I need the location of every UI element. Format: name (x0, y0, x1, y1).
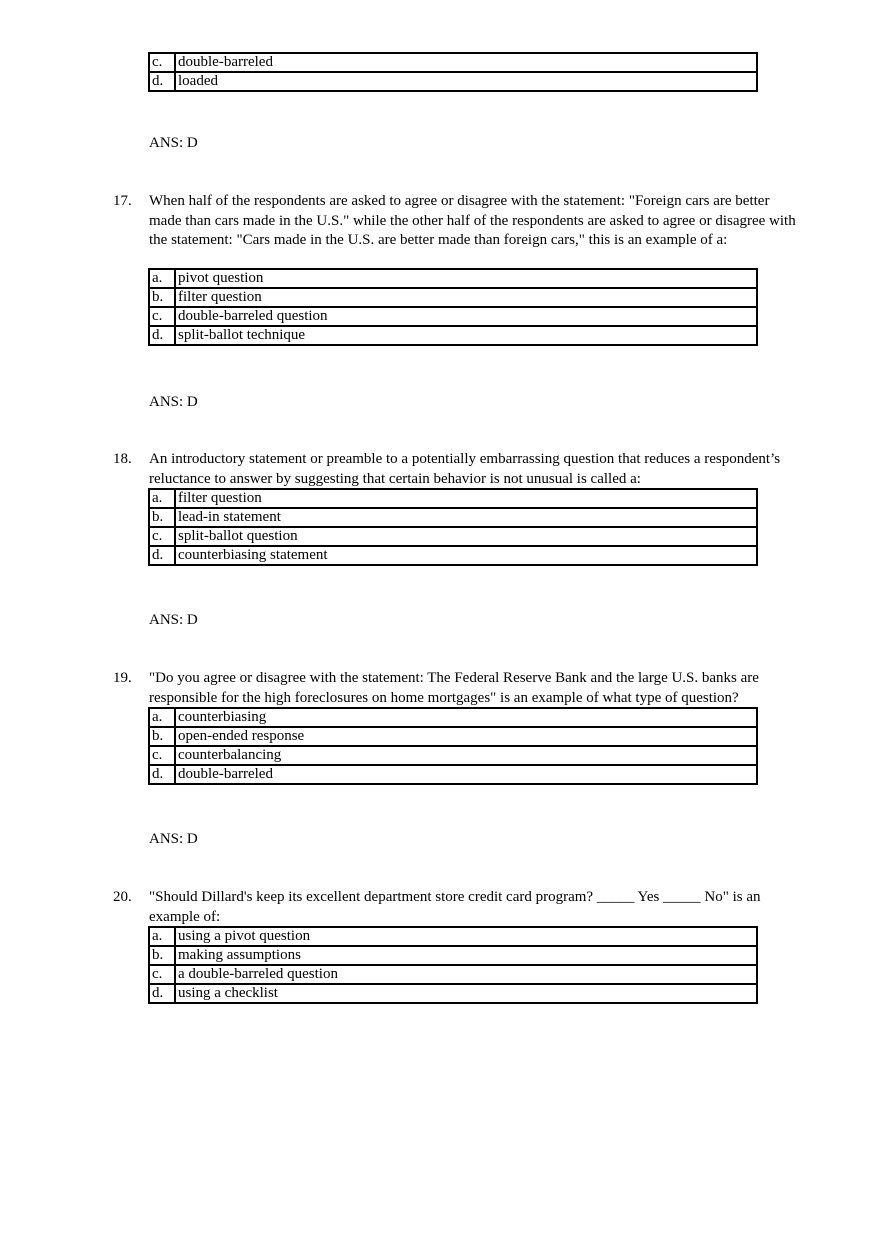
choice-row (149, 927, 757, 946)
choice-text: filter question (175, 288, 757, 307)
choice-text: using a checklist (175, 984, 757, 1003)
question-number: 20. (113, 889, 132, 905)
question-number: 17. (113, 193, 132, 209)
choice-row (149, 546, 757, 565)
question-stem: When half of the respondents are asked to agree or disagree with the statement: "Foreign cars are better made than cars made in the U.S." while the other half of the respondents are asked to agree or disagree with the statement: "Cars made in the U.S. are better made than foreign cars," this is an example of a: (149, 193, 796, 248)
choice-row (149, 727, 757, 746)
question-number: 19. (113, 670, 132, 686)
question-18-choices (148, 488, 758, 566)
choice-text: counterbiasing (175, 708, 757, 727)
answer-key: ANS: D (149, 135, 198, 151)
choice-row (149, 288, 757, 307)
choice-letter: d. (149, 326, 175, 345)
choice-letter: c. (149, 527, 175, 546)
choice-row (149, 765, 757, 784)
choice-text: lead-in statement (175, 508, 757, 527)
question-20-choices (148, 926, 758, 1004)
choice-letter: d. (149, 984, 175, 1003)
choice-text: using a pivot question (175, 927, 757, 946)
choice-text: loaded (175, 72, 757, 91)
question-stem: "Should Dillard's keep its excellent department store credit card program? _____ Yes _____ No" is an example of: (149, 889, 761, 925)
choice-text: split-ballot technique (175, 326, 757, 345)
choice-row (149, 72, 757, 91)
choice-letter: c. (149, 307, 175, 326)
choice-row (149, 946, 757, 965)
question-stem: "Do you agree or disagree with the statement: The Federal Reserve Bank and the large U.S. banks are responsible for the high foreclosures on home mortgages" is an example of what type of question? (149, 670, 759, 706)
choice-letter: d. (149, 546, 175, 565)
choice-row (149, 708, 757, 727)
choice-letter: c. (149, 965, 175, 984)
choice-row (149, 965, 757, 984)
choice-text: split-ballot question (175, 527, 757, 546)
choice-letter: a. (149, 927, 175, 946)
choice-letter: d. (149, 72, 175, 91)
choice-text: counterbiasing statement (175, 546, 757, 565)
choice-text: making assumptions (175, 946, 757, 965)
question-19-choices (148, 707, 758, 785)
choice-row (149, 527, 757, 546)
choice-text: double-barreled question (175, 307, 757, 326)
answer-key: ANS: D (149, 394, 198, 410)
choice-text: double-barreled (175, 765, 757, 784)
choice-letter: a. (149, 489, 175, 508)
question-number: 18. (113, 451, 132, 467)
question-stem: An introductory statement or preamble to a potentially embarrassing question that reduces a respondent’s reluctance to answer by suggesting that certain behavior is not unusual is called a: (149, 451, 781, 487)
choice-letter: c. (149, 53, 175, 72)
choice-text: open-ended response (175, 727, 757, 746)
choice-letter: c. (149, 746, 175, 765)
choice-row (149, 53, 757, 72)
choice-row (149, 746, 757, 765)
choice-letter: b. (149, 508, 175, 527)
choice-letter: d. (149, 765, 175, 784)
choice-text: a double-barreled question (175, 965, 757, 984)
answer-key: ANS: D (149, 612, 198, 628)
choice-row (149, 269, 757, 288)
choice-text: double-barreled (175, 53, 757, 72)
choice-letter: b. (149, 288, 175, 307)
choice-text: filter question (175, 489, 757, 508)
choice-row (149, 508, 757, 527)
answer-key: ANS: D (149, 831, 198, 847)
question-17-choices (148, 268, 758, 346)
choice-letter: b. (149, 946, 175, 965)
choice-row (149, 984, 757, 1003)
choice-row (149, 307, 757, 326)
choice-row (149, 489, 757, 508)
choice-text: counterbalancing (175, 746, 757, 765)
choice-letter: b. (149, 727, 175, 746)
choice-row (149, 326, 757, 345)
choice-letter: a. (149, 708, 175, 727)
prev-question-choices (148, 52, 758, 92)
choice-letter: a. (149, 269, 175, 288)
choice-text: pivot question (175, 269, 757, 288)
